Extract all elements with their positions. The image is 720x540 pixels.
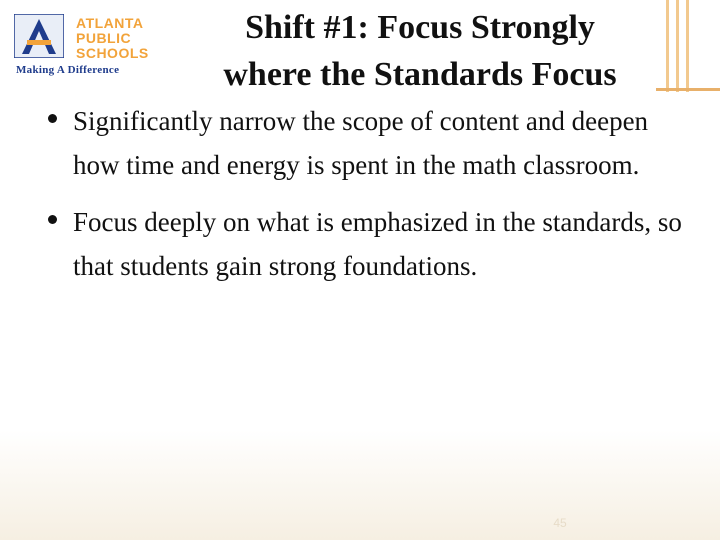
atlanta-public-schools-logo [10,12,150,78]
slide-title-line-2: where the Standards Focus [223,56,617,93]
corner-decoration [656,0,720,96]
slide-title-line-1: Shift #1: Focus Strongly [245,9,595,46]
bullet-item [44,201,684,288]
bullet-item [44,100,684,187]
letter-a-logo-icon [14,14,64,58]
bullet-dot [48,215,57,224]
bullet-list [44,100,684,302]
logo-tagline: Making A Difference [16,64,120,76]
logo-word: PUBLIC [76,30,132,46]
logo-word: SCHOOLS [76,45,149,61]
bullet-text: Significantly narrow the scope of content and deepen how time and energy is spent in the math classroom. [73,106,649,180]
page-number: 45 [553,516,567,530]
bullet-text: Focus deeply on what is emphasized in the standards, so that students gain strong foundations. [73,207,682,281]
logo-wordmark [76,16,149,61]
bottom-background-band [0,430,720,540]
bullet-dot [48,114,57,123]
slide-title [170,4,670,98]
logo-word: ATLANTA [76,15,144,31]
